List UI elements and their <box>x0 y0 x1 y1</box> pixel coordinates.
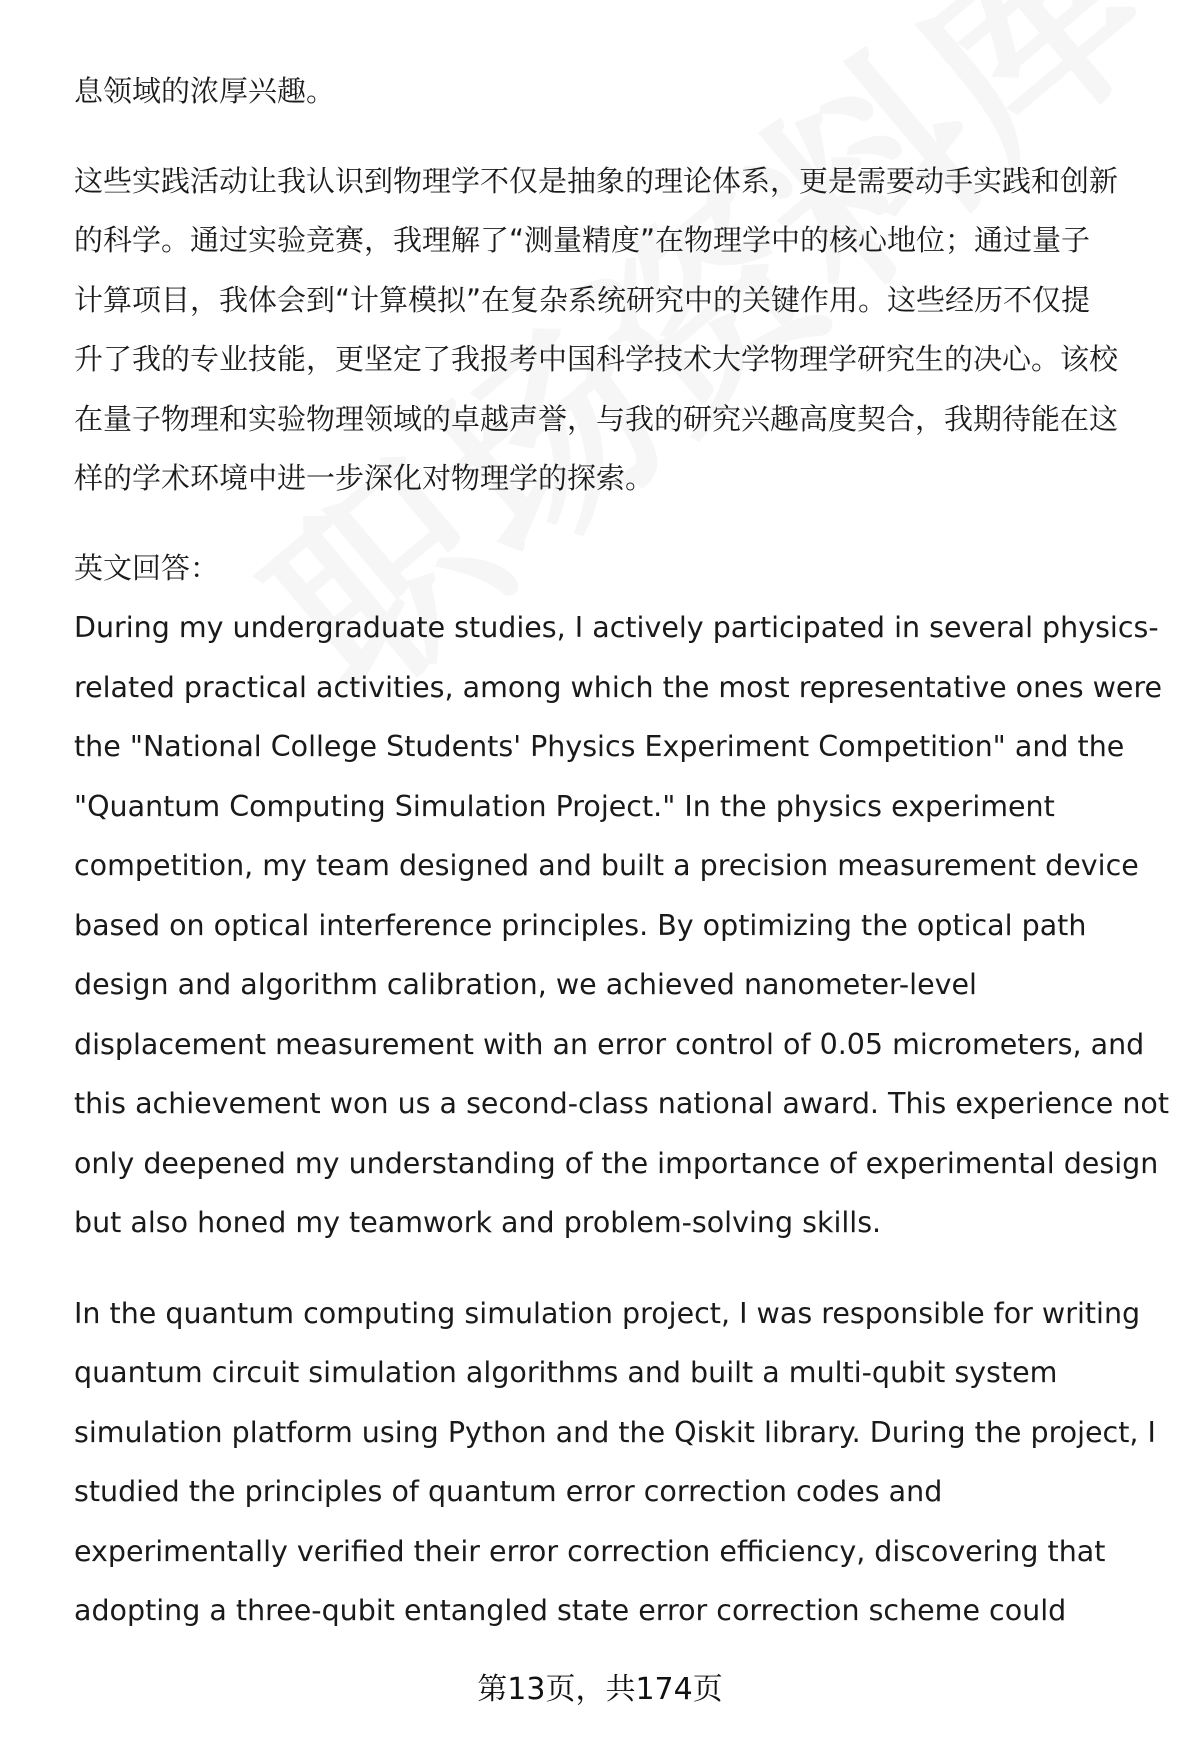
text-line: related practical activities, among which the most representative ones were <box>74 670 1163 704</box>
text-line: displacement measurement with an error control of 0.05 micrometers, and <box>74 1027 1145 1061</box>
text-line: quantum circuit simulation algorithms and built a multi-qubit system <box>74 1356 1058 1389</box>
text-line: only deepened my understanding of the importance of experimental design <box>74 1146 1159 1180</box>
english-answer-heading: 英文回答： <box>74 550 220 585</box>
paragraph-en-1 <box>74 598 1170 1253</box>
text-line: 在量子物理和实验物理领域的卓越声誉，与我的研究兴趣高度契合，我期待能在这 <box>74 401 1119 436</box>
page-number: 第13页，共174页 <box>477 1672 723 1707</box>
text-line: the "National College Students' Physics Experiment Competition" and the <box>74 730 1125 763</box>
text-line: In the quantum computing simulation project, I was responsible for writing <box>74 1296 1141 1330</box>
page-content <box>74 62 1170 1641</box>
text-line: "Quantum Computing Simulation Project." In the physics experiment <box>74 789 1055 823</box>
paragraph-zh-1 <box>74 62 1154 122</box>
paragraph-zh-2 <box>74 152 1154 509</box>
text-line: experimentally verified their error correction efficiency, discovering that <box>74 1534 1106 1568</box>
paragraph-en-2 <box>74 1284 1154 1641</box>
text-line: 息领域的浓厚兴趣。 <box>74 74 336 108</box>
text-line: 计算项目，我体会到“计算模拟”在复杂系统研究中的关键作用。这些经历不仅提 <box>74 282 1091 317</box>
text-line: 这些实践活动让我认识到物理学不仅是抽象的理论体系，更是需要动手实践和创新 <box>74 163 1119 198</box>
text-line: adopting a three-qubit entangled state error correction scheme could <box>74 1594 1067 1627</box>
text-line: studied the principles of quantum error correction codes and <box>74 1475 943 1508</box>
text-line: based on optical interference principles. By optimizing the optical path <box>74 908 1087 942</box>
text-line: 的科学。通过实验竞赛，我理解了“测量精度”在物理学中的核心地位；通过量子 <box>74 223 1091 257</box>
text-line: 升了我的专业技能，更坚定了我报考中国科学技术大学物理学研究生的决心。该校 <box>74 342 1119 376</box>
text-line: 样的学术环境中进一步深化对物理学的探索。 <box>74 461 655 495</box>
text-line: During my undergraduate studies, I actively participated in several physics- <box>74 611 1159 644</box>
text-line: competition, my team designed and built a precision measurement device <box>74 849 1139 882</box>
text-line: design and algorithm calibration, we achieved nanometer-level <box>74 968 977 1001</box>
text-line: but also honed my teamwork and problem-solving skills. <box>74 1206 882 1239</box>
text-line: simulation platform using Python and the Qiskit library. During the project, I <box>74 1415 1156 1449</box>
text-line: this achievement won us a second-class national award. This experience not <box>74 1087 1170 1120</box>
